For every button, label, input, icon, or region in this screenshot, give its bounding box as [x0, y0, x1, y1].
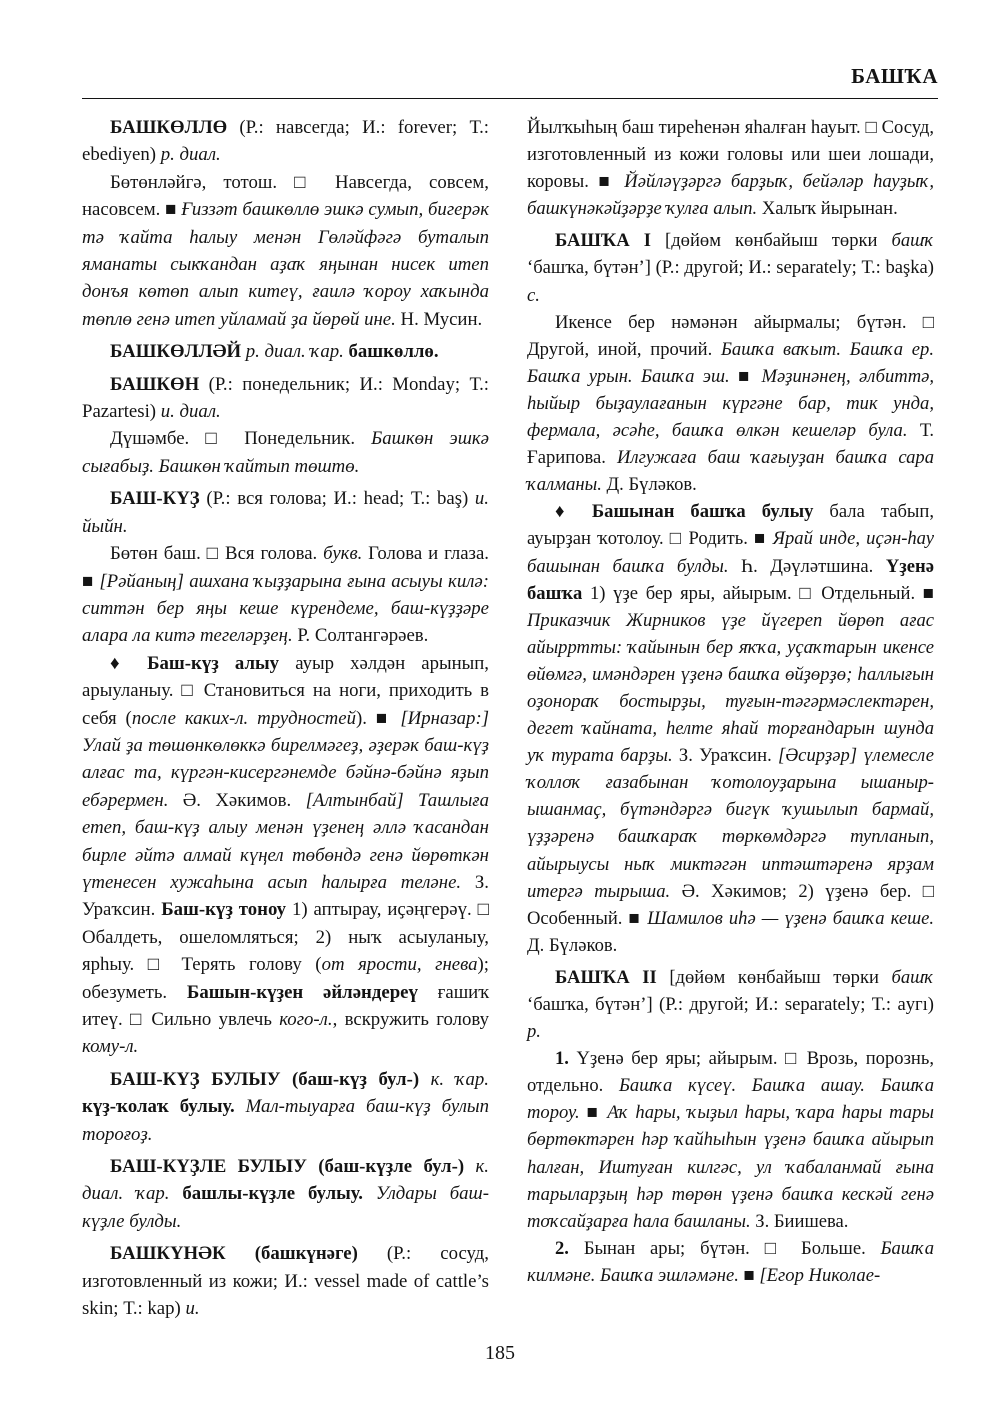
italic-text: р. диал.: [160, 144, 221, 166]
italic-text: [Рәйаның] ашхана ҡыҙҙарына ғына асыуы килә: ситтән бер яңы кеше күрендеме, баш-күҙҙәре алара ла китә тегеләрҙең.: [82, 570, 489, 647]
text-run: З. Биишева.: [750, 1210, 849, 1232]
italic-text: Башҡа ваҡыт. Башҡа ер. Башҡа урын. Башҡа эш.: [527, 338, 934, 387]
text-run: (Р.: сосуд, изготовленный из кожи; И.: vessel made of cattle’s skin; Т.: kap): [82, 1243, 489, 1320]
headword: БАШҠА I: [555, 230, 651, 252]
text-run: Ә. Хәкимов; 2) үҙенә бер. □ Особенный. ■: [527, 880, 934, 929]
italic-text: и. диал.: [160, 401, 221, 423]
text-run: ‘башҡа, бүтән’] (Р.: другой; И.: separately; Т.: aугı): [527, 994, 934, 1015]
page-number: 185: [485, 1342, 515, 1364]
italic-text: Илгужаға баш ҡағыуҙан башҡа сара ҡалманы.: [527, 447, 934, 496]
entry-paragraph: [527, 1235, 934, 1289]
text-run: Д. Бүләков.: [601, 474, 697, 496]
dictionary-entry: [82, 371, 489, 426]
text-run: (Р.: понедельник; И.: Monday; Т.: Pazartesi): [82, 373, 489, 423]
text-run: Голова и глаза. ■: [82, 543, 489, 592]
headword: 2.: [555, 1237, 569, 1259]
italic-text: Улдары баш-күҙле булды.: [82, 1183, 489, 1232]
italic-text: Аҡ һары, ҡыҙыл һары, ҡара һары тары бөртөктәрен һәр ҡайһыһын үҙенә башҡа айырып һалған, Иштуған килгәс, ул ҡабаланмай ғына тарыларҙың һәр төрөн үҙенә башҡа кескәй генә тоҡсайҙарға һала башланы.: [527, 1102, 934, 1232]
dictionary-entry: [527, 227, 934, 308]
text-run: 1) аптырау, иҫәңгерәү. □ Обалдеть, ошеломляться; 2) ныҡ асыуланыу, ярһыу. □ Терять голову (: [82, 899, 489, 976]
entry-paragraph: [527, 1045, 934, 1235]
text-run: , вскружить голову: [332, 1009, 489, 1030]
text-run: Т. Ғарипова.: [527, 420, 934, 469]
headword: башкөллө.: [348, 341, 439, 363]
text-run: ғашиҡ итеү. □ Сильно увлечь: [82, 981, 489, 1030]
italic-text: Мәҙинәнең, әлбиттә, һыйыр быҙаулағанын күргәне бар, тик унда, фермала, әсәһе, башҡа өлкән кешеләр була.: [527, 365, 935, 442]
text-run: Һ. Дәүләтшина.: [728, 555, 886, 577]
text-run: (Р.: навсегда; И.: forever; Т.: ebediyen): [82, 117, 489, 166]
headword: 1.: [555, 1048, 569, 1070]
text-run: ауыр хәлдән арынып, арыуланыу. □ Становиться на ноги, приходить в себя (: [82, 652, 490, 729]
entry-paragraph: [82, 650, 489, 1061]
italic-text: [Алтынбай] Ташлыға етеп, баш-күҙ алыу менән үҙенең әллә ҡасандан бирле әйтә алмай күңел төбөндә генә йөрөткән үтенесен хужаһына асып һалырға теләне.: [82, 789, 490, 893]
dictionary-entry: [82, 485, 489, 540]
headword: Баш-күҙ тоноу: [161, 899, 287, 921]
text-run: Р. Солтангәрәев.: [292, 625, 429, 647]
text-run: Бөтөнләйгә, тотош. □ Навсегда, совсем, насовсем. ■: [82, 171, 489, 221]
dictionary-entry: [82, 338, 489, 365]
text-run: [дөйөм көнбайыш төрки: [651, 230, 892, 252]
headword: БАШ-КҮҘ БУЛЫУ (баш-күҙ бул-): [110, 1068, 420, 1090]
headword: башлы-күҙле булыу.: [182, 1183, 363, 1205]
running-head-title: БАШҠА: [851, 64, 938, 88]
italic-text: Ярай инде, иҫән-һау башынан башҡа булды.: [527, 528, 934, 577]
italic-text: башҡ: [891, 966, 934, 988]
italic-text: и. йыйн.: [82, 488, 489, 537]
text-run: Үҙенә бер яры; айырым. □ Врозь, порознь, отдельно.: [527, 1048, 934, 1097]
headword: Башын-күҙен әйләндереү: [186, 981, 418, 1003]
text-run: 1) үҙе бер яры, айырым. □ Отдельный. ■: [582, 582, 934, 604]
text-run: ♦: [555, 501, 592, 523]
headword: БАШ-КҮҘ: [110, 488, 200, 510]
text-run: Икенсе бер нәмәнән айырмалы; бүтән. □ Другой, иной, прочий.: [527, 311, 934, 360]
italic-text: кого-л.: [279, 1009, 333, 1030]
running-head: [82, 58, 938, 99]
italic-text: башҡ: [891, 230, 935, 252]
italic-text: [Әсирҙәр] үлемесле ҡоллоҡ ғазабынан ҡотолоуҙарына ышаныр-ышанмаҫ, бүтәндәргә бигүк ҡушылып бармай, үҙҙәренә башҡараҡ төркөмдәргә тупланып, айырыусы ныҡ миктәгән иптәштәренә ярҙам итергә тырыша.: [527, 745, 934, 902]
italic-text: к. диал. ҡар.: [82, 1156, 489, 1205]
dictionary-entry: [82, 114, 489, 169]
headword: БАШКӨЛЛӘЙ: [110, 341, 242, 363]
italic-text: р.: [527, 1021, 541, 1043]
headword: БАШКҮНӘК (башкүнәге): [110, 1243, 358, 1265]
text-run: ♦: [110, 652, 148, 674]
headword: Үҙенә башҡа: [527, 555, 934, 604]
headword: БАШКӨЛЛӨ: [110, 117, 228, 138]
text-run: (Р.: вся голова; И.: head; Т.: baş): [199, 488, 475, 510]
right-column: [527, 114, 934, 1289]
headword: күҙ-ҡолаҡ булыу.: [82, 1096, 235, 1118]
dictionary-entry: [82, 1153, 489, 1235]
text-run: [419, 1069, 431, 1090]
headword: БАШҠА II: [555, 966, 657, 988]
entry-paragraph: [527, 498, 934, 959]
italic-text: кому-л.: [82, 1036, 139, 1058]
italic-text: [Егор Николае-: [759, 1264, 881, 1286]
text-run: [235, 1096, 246, 1117]
headword: Баш-күҙ алыу: [147, 652, 280, 674]
entry-paragraph: [527, 114, 934, 222]
text-run: Дүшәмбе. □ Понедельник.: [110, 428, 372, 450]
italic-text: от ярости, гнева: [321, 954, 478, 976]
text-run: Халыҡ йырынан.: [757, 198, 898, 220]
italic-text: Башкөн эшкә сығабыҙ. Башкөн ҡайтып төштө.: [82, 428, 490, 477]
text-run: ■: [729, 365, 762, 387]
text-run: З. Ураҡсин.: [82, 871, 489, 921]
entry-paragraph: [82, 540, 489, 650]
italic-text: Йәйләүҙәргә барҙыҡ, бейәләр һауҙыҡ, башкүнәкәйҙәрҙе ҡулға алып.: [527, 171, 934, 220]
headword: Башынан башҡа булыу: [591, 501, 814, 523]
text-run: [464, 1156, 475, 1177]
entry-paragraph: [82, 169, 489, 333]
dictionary-entry: [527, 964, 934, 1045]
dictionary-entry: [82, 1066, 489, 1148]
text-run: Бынан ары; бүтән. □ Больше.: [568, 1237, 881, 1259]
italic-text: Башҡа күсеү. Башҡа ашау. Башҡа тороу.: [527, 1075, 934, 1124]
italic-text: р. диал. ҡар.: [245, 341, 344, 363]
italic-text: [Ирназар:] Улай ҙа төшөнкөлөккә бирелмәгеҙ, әҙерәк баш-күҙ алғас та, күргән-кисергәнемде бәйнә-бәйнә яҙып ебәрермен.: [82, 707, 490, 811]
text-run: [363, 1183, 376, 1204]
text-run: Ә. Хәкимов.: [168, 789, 306, 811]
entry-paragraph: [527, 309, 934, 499]
italic-text: и.: [185, 1298, 200, 1320]
left-column: [82, 114, 489, 1322]
dictionary-entry: [82, 1240, 489, 1322]
italic-text: Ғиззәт башкөллө эшкә сумып, бигерәк тә ҡайта һалыу менән Гөләйфәгә буталып яманаты сыкҡандан аҙаҡ яңынан нисек итеп донъя көтөп алып китеү, ғаилә ҡороу хаҡында төплө генә итеп уйламай ҙа йөрөй ине.: [82, 199, 489, 330]
text-run: ). ■: [355, 707, 401, 729]
italic-text: с.: [527, 284, 540, 306]
italic-text: Мал-тыуарға баш-күҙ булып тороғоҙ.: [82, 1096, 489, 1145]
text-run: З. Ураҡсин.: [672, 745, 779, 767]
headword: БАШКӨН: [110, 373, 200, 395]
text-run: ‘башҡа, бүтән’] (Р.: другой; И.: separately; Т.: başka): [527, 257, 934, 279]
text-run: Д. Бүләков.: [527, 934, 618, 956]
text-run: ■: [579, 1102, 608, 1124]
italic-text: Шамилов иһә — үҙенә башҡа кеше.: [647, 907, 935, 929]
text-run: Н. Мусин.: [395, 308, 483, 330]
italic-text: Приказчик Жирников үҙе йүгереп йөрөп ағас айырртты: ҡайынын бер яҡҡа, уҫаҡтарын икенсе өйөмгә, имәндәрен үҙенә башҡа өйҙөрҙө; һаллығын оҙонораҡ бостырҙы, туғын-тәгәрмәслектәрен, дегет ҡайната, һелте яһай торғандарын шунда уҡ турата барҙы.: [527, 609, 934, 767]
text-run: бала табып, ауырҙан ҡотолоу. □ Родить. ■: [527, 501, 934, 550]
entry-paragraph: [82, 425, 489, 480]
italic-text: после каких-л. трудностей: [131, 707, 356, 729]
headword: БАШ-КҮҘЛЕ БУЛЫУ (баш-күҙле бул-): [110, 1156, 465, 1178]
italic-text: букв.: [323, 543, 363, 565]
text-run: Бөтөн баш. □ Вся голова.: [110, 543, 324, 565]
italic-text: Башҡа килмәне. Башҡа эшләмәне.: [527, 1237, 934, 1286]
text-run: [дөйөм көнбайыш төрки: [656, 966, 892, 988]
text-run: ); обезуметь.: [82, 954, 489, 1003]
text-run: [169, 1183, 182, 1204]
text-run: ■: [738, 1264, 760, 1286]
text-run: Йылҡыһың баш тиреһенән яһалған һауыт. □ Сосуд, изготовленный из кожи головы или шеи лошади, коровы. ■: [527, 117, 934, 193]
italic-text: к. ҡар.: [430, 1068, 490, 1090]
